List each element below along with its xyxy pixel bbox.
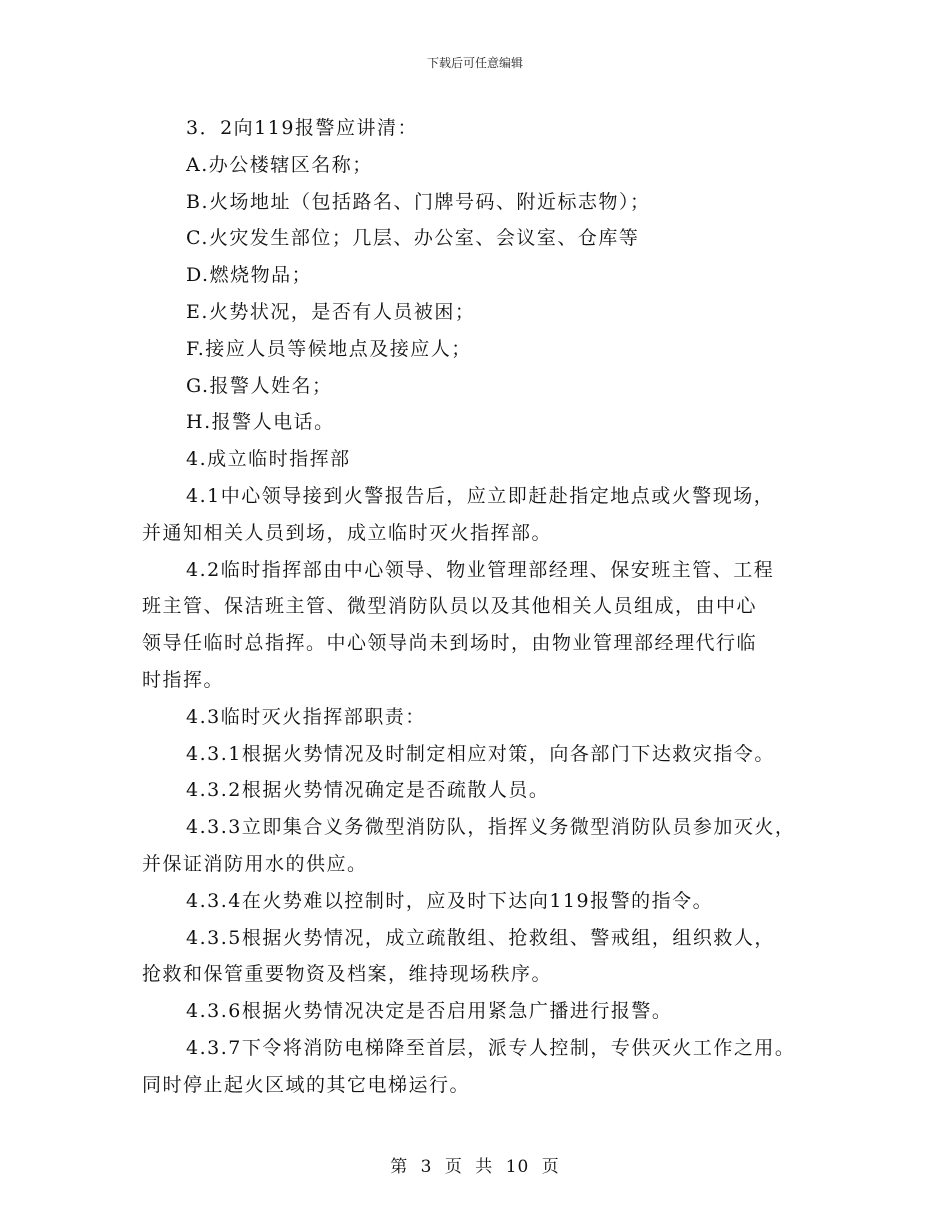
document-line: F.接应人员等候地点及接应人； <box>186 337 472 360</box>
document-line: 并保证消防用水的供应。 <box>142 852 368 875</box>
document-line: 4.3.3立即集合义务微型消防队，指挥义务微型消防队员参加灭火， <box>186 816 796 839</box>
page-footer: 第 3 页 共 10 页 <box>390 1157 560 1177</box>
document-line: 并通知相关人员到场，成立临时灭火指挥部。 <box>142 521 553 544</box>
document-line: 同时停止起火区域的其它电梯运行。 <box>142 1073 471 1096</box>
document-line: 4.3.7下令将消防电梯降至首层，派专人控制，专供灭火工作之用。 <box>186 1036 796 1059</box>
document-line: 4.3.2根据火势情况确定是否疏散人员。 <box>186 779 550 802</box>
document-line: 4.1中心领导接到火警报告后，应立即赶赴指定地点或火警现场， <box>186 484 775 507</box>
document-line: 时指挥。 <box>142 668 225 691</box>
document-line: 3．2向119报警应讲清： <box>186 117 418 139</box>
document-line: 4.3.4在火势难以控制时，应及时下达向119报警的指令。 <box>186 889 714 912</box>
document-line: D.燃烧物品； <box>186 264 313 287</box>
document-line: 4.3.6根据火势情况决定是否启用紧急广播进行报警。 <box>186 1000 673 1023</box>
document-line: 抢救和保管重要物资及档案，维持现场秩序。 <box>142 963 553 986</box>
document-line: E.火势状况，是否有人员被困； <box>186 300 476 323</box>
document-line: A.办公楼辖区名称； <box>186 153 373 176</box>
document-line: G.报警人姓名； <box>186 374 333 397</box>
document-line: 班主管、保洁班主管、微型消防队员以及其他相关人员组成，由中心 <box>142 595 758 618</box>
document-line: C.火灾发生部位；几层、办公室、会议室、仓库等 <box>186 227 640 250</box>
document-line: 4.成立临时指挥部 <box>186 448 351 471</box>
document-body <box>142 110 832 1104</box>
document-line: 4.3.5根据火势情况，成立疏散组、抢救组、警戒组，组织救人， <box>186 926 775 949</box>
document-line: 4.2临时指挥部由中心领导、物业管理部经理、保安班主管、工程 <box>186 558 775 581</box>
document-line: H.报警人电话。 <box>186 411 335 434</box>
document-line: 4.3.1根据火势情况及时制定相应对策，向各部门下达救灾指令。 <box>186 742 775 765</box>
page-header: 下载后可任意编辑 <box>426 56 523 70</box>
document-line: B.火场地址（包括路名、门牌号码、附近标志物）； <box>186 190 651 213</box>
document-line: 4.3临时灭火指挥部职责： <box>186 705 426 728</box>
document-line: 领导任临时总指挥。中心领导尚未到场时，由物业管理部经理代行临 <box>142 632 758 655</box>
